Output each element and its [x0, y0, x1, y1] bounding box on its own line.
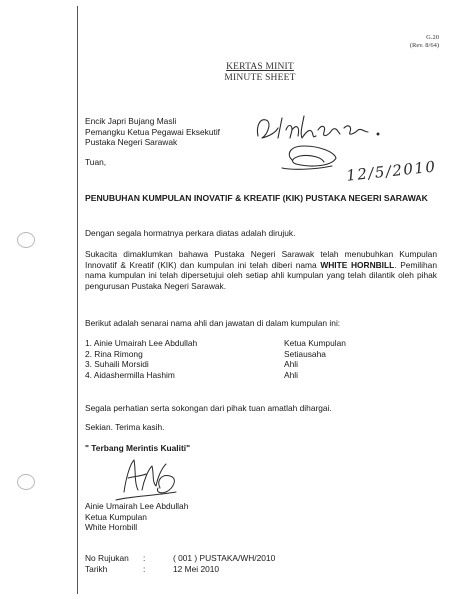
title-english: MINUTE SHEET: [224, 73, 296, 83]
reference-date-row: [85, 564, 325, 575]
recipient-organisation: Pustaka Negeri Sarawak: [85, 137, 178, 148]
member-role: Setiausaha: [284, 348, 326, 359]
member-row: [85, 359, 405, 370]
member-role: Ahli: [284, 369, 298, 380]
form-code-revision: (Rev. 8/64): [409, 42, 439, 49]
recipient-address: [85, 116, 220, 148]
member-name: 1. Ainie Umairah Lee Abdullah: [85, 338, 198, 348]
member-name: 2. Rina Rimong: [85, 348, 143, 359]
punch-hole-bottom: [17, 474, 35, 490]
group-name-highlight: WHITE HORNBILL: [320, 259, 395, 270]
signer-group: White Hornbill: [85, 522, 138, 533]
paragraph-appreciation: Segala perhatian serta sokongan dari pihak tuan amatlah dihargai.: [85, 403, 332, 413]
punch-hole-top: [17, 232, 35, 248]
reference-separator: :: [143, 563, 146, 574]
paragraph-member-intro: Berikut adalah senarai nama ahli dan jawatan di dalam kumpulan ini:: [85, 318, 341, 328]
member-row: [85, 338, 405, 349]
form-code-number: G.20: [426, 34, 439, 41]
handwritten-date-text: 12/5/2010: [345, 157, 438, 185]
signer-name: Ainie Umairah Lee Abdullah: [85, 501, 189, 511]
member-row: [85, 370, 405, 381]
salutation: Tuan,: [85, 157, 107, 167]
reference-separator: :: [143, 553, 146, 563]
reference-number-label: No Rujukan: [85, 553, 129, 563]
signature: [112, 452, 192, 508]
announcement-text-after: . Pemilihan nama kumpulan ini telah dipersetujui oleh setiap ahli kumpulan yang telah dilantik oleh pihak pengurusan Pustaka Negeri Sarawak.: [85, 259, 437, 291]
reference-number-row: [85, 553, 325, 564]
reference-block: [85, 553, 325, 574]
title-malay: KERTAS MINIT: [226, 62, 294, 72]
subject-heading: PENUBUHAN KUMPULAN INOVATIF & KREATIF (KIK) PUSTAKA NEGERI SARAWAK: [85, 193, 428, 203]
signer-position: Ketua Kumpulan: [85, 511, 147, 522]
member-name: 4. Aidashermilla Hashim: [85, 369, 175, 380]
signer-block: [85, 501, 188, 533]
paragraph-announcement: [85, 249, 437, 291]
form-code: [410, 34, 439, 50]
member-role: Ahli: [284, 359, 298, 370]
member-list: [85, 338, 405, 380]
recipient-name: Encik Japri Bujang Masli: [85, 116, 177, 126]
document-title: [200, 62, 320, 84]
handwritten-date: [342, 152, 442, 186]
member-row: [85, 349, 405, 360]
recipient-position: Pemangku Ketua Pegawai Eksekutif: [85, 126, 221, 137]
reference-date-value: 12 Mei 2010: [173, 563, 220, 574]
announcement-text-before: Sukacita dimaklumkan bahawa Pustaka Negeri Sarawak telah menubuhkan Kumpulan Innovatif & Kreatif (KIK) dan kumpulan ini telah diberi nama: [85, 249, 437, 270]
paragraph-closing: Sekian. Terima kasih.: [85, 422, 165, 432]
member-role: Ketua Kumpulan: [284, 338, 346, 348]
margin-rule: [77, 6, 78, 594]
motto: " Terbang Merintis Kualiti": [85, 443, 191, 453]
reference-number-value: ( 001 ) PUSTAKA/WH/2010: [173, 553, 276, 563]
paragraph-reference: Dengan segala hormatnya perkara diatas adalah dirujuk.: [85, 228, 296, 238]
reference-date-label: Tarikh: [85, 563, 108, 574]
member-name: 3. Suhaili Morsidi: [85, 359, 149, 370]
